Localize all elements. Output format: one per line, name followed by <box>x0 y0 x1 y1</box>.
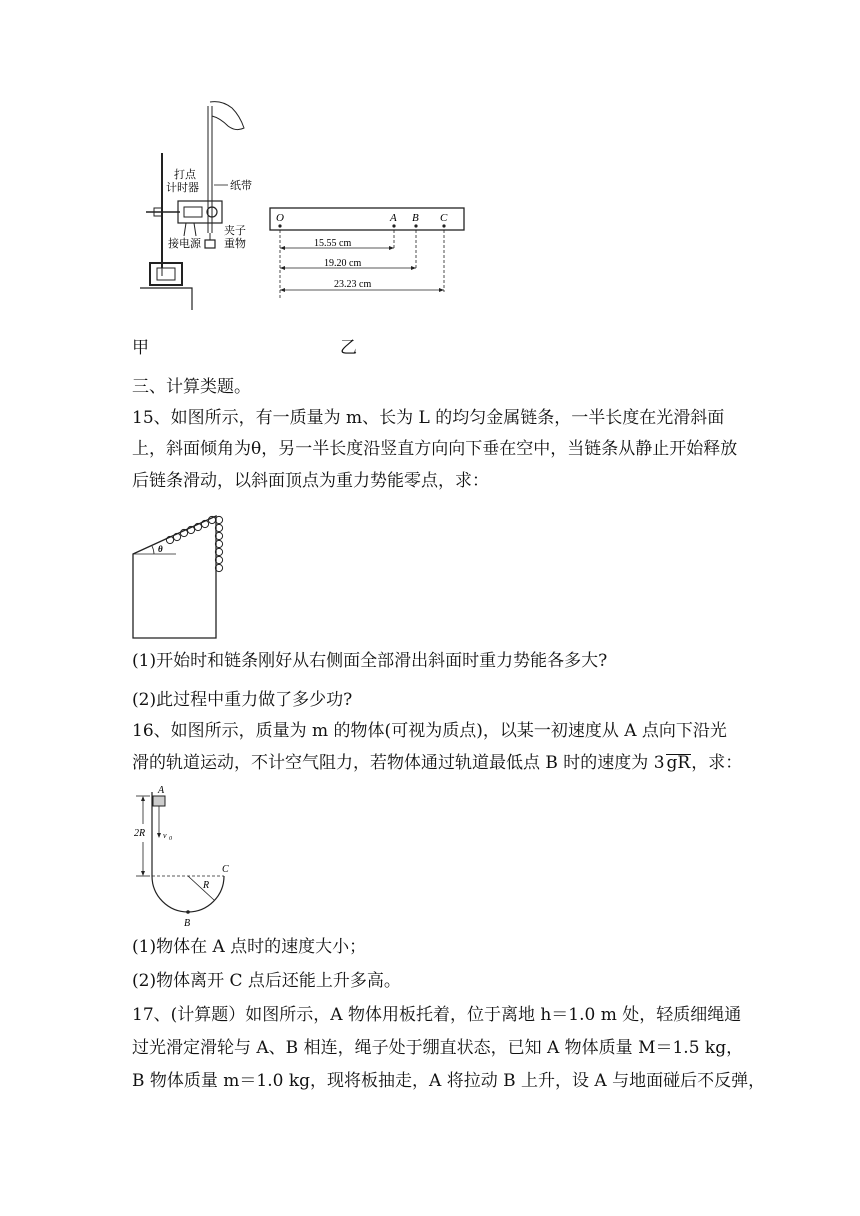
q15-line-3: 后链条滑动，以斜面顶点为重力势能零点，求： <box>132 471 489 491</box>
q15-sub-2: (2)此过程中重力做了多少功? <box>132 690 353 710</box>
radius-R-label: R <box>203 880 210 891</box>
q15-sub-1: (1)开始时和链条刚好从右侧面全部滑出斜面时重力势能各多大? <box>132 651 608 671</box>
caption-right: 乙 <box>340 338 357 358</box>
distance-OA: 15.55 cm <box>314 238 352 249</box>
power-label: 接电源 <box>168 238 201 250</box>
q17-line-1: 17、(计算题）如图所示，A 物体用板托着，位于离地 h＝1.0 m 处，轻质细绳通 <box>132 1005 742 1025</box>
height-2R-label: 2R <box>134 828 146 839</box>
apparatus-figure <box>132 98 272 310</box>
q17-line-3: B 物体质量 m＝1.0 kg，现将板抽走，A 将拉动 B 上升，设 A 与地面碰后不反弹， <box>132 1071 766 1091</box>
chain-incline-figure <box>132 508 228 640</box>
q15-line-1: 15、如图所示，有一质量为 m、长为 L 的均匀金属链条，一半长度在光滑斜面 <box>132 408 725 428</box>
v0-label: v <box>163 831 167 840</box>
q17-line-2: 过光滑定滑轮与 A、B 相连，绳子处于绷直状态，已知 A 物体质量 M＝1.5 kg， <box>132 1038 744 1058</box>
clip-label: 夹子 <box>224 225 246 237</box>
tape-point-A: A <box>390 212 397 224</box>
caption-left: 甲 <box>132 338 149 358</box>
q16-line-2 <box>132 753 742 773</box>
point-A-label: A <box>158 786 165 796</box>
distance-OC: 23.23 cm <box>334 279 372 290</box>
angle-theta-label: θ <box>158 544 163 554</box>
point-C-label: C <box>222 864 229 875</box>
v0-subscript: 0 <box>169 836 172 842</box>
q16-sub-1: (1)物体在 A 点时的速度大小； <box>132 937 367 957</box>
q16-line-2-pre: 滑的轨道运动，不计空气阻力，若物体通过轨道最低点 B 时的速度为 3 <box>132 753 665 773</box>
tape-point-C: C <box>440 212 448 224</box>
weight-label: 重物 <box>224 238 246 250</box>
q15-line-2: 上，斜面倾角为θ，另一半长度沿竖直方向向下垂在空中，当链条从静止开始释放 <box>132 439 738 459</box>
tape-point-B: B <box>412 212 419 224</box>
sqrt-gR: gR <box>666 753 691 773</box>
q16-line-1: 16、如图所示，质量为 m 的物体(可视为质点)，以某一初速度从 A 点向下沿光 <box>132 721 727 741</box>
tape-point-O: O <box>276 212 284 224</box>
point-B-label: B <box>184 918 191 928</box>
section-heading: 三、计算类题。 <box>132 377 251 397</box>
q16-sub-2: (2)物体离开 C 点后还能上升多高。 <box>132 971 401 991</box>
timer-label-1: 打点 <box>174 169 196 181</box>
q16-line-2-post: ，求： <box>691 753 743 773</box>
track-figure <box>130 786 240 928</box>
timer-label-2: 计时器 <box>166 182 199 194</box>
tape-figure <box>268 206 468 298</box>
tape-label: 纸带 <box>230 180 252 192</box>
distance-OB: 19.20 cm <box>324 258 362 269</box>
